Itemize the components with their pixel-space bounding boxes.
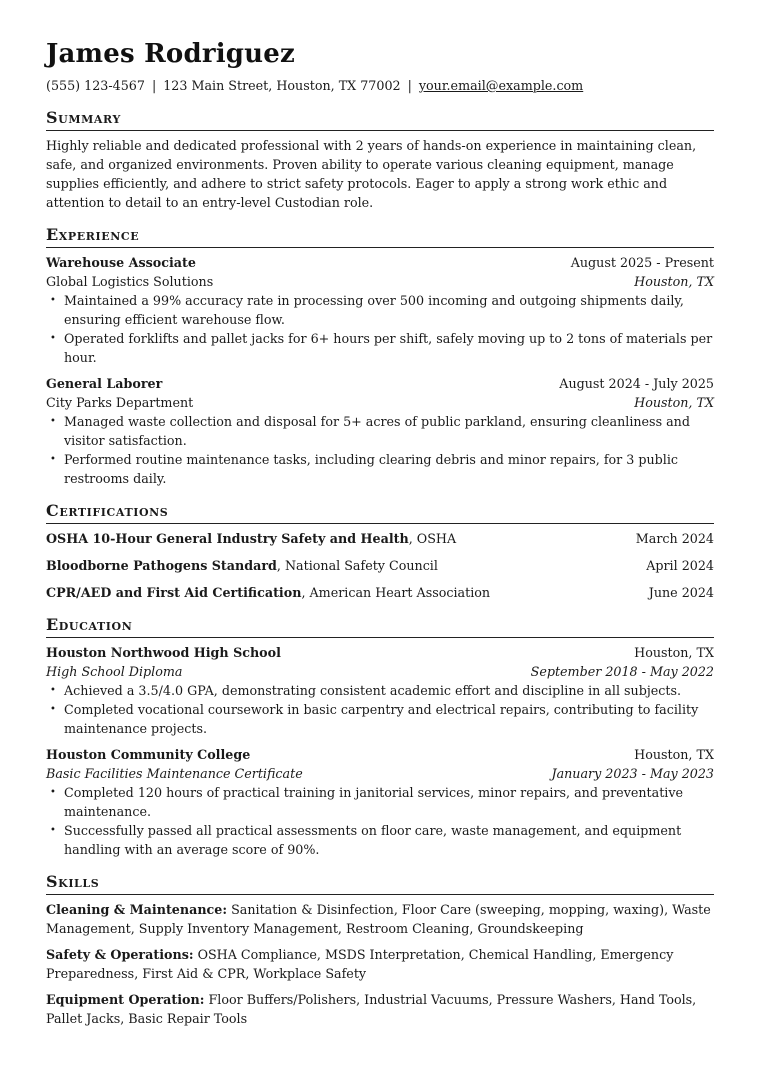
- job-entry: [46, 253, 714, 367]
- email-link[interactable]: your.email@example.com: [418, 78, 584, 93]
- education-bullets: [46, 681, 714, 738]
- skill-group: [46, 945, 714, 983]
- certification-row: [46, 583, 714, 602]
- certification-row: [46, 529, 714, 548]
- certification-name: CPR/AED and First Aid Certification: [46, 585, 302, 600]
- job-bullets: [46, 291, 714, 367]
- skill-group-label: Cleaning & Maintenance:: [46, 902, 228, 917]
- section-title-summary: Summary: [46, 108, 714, 131]
- bullet-item: • Performed routine maintenance tasks, including clearing debris and minor repairs, for 3 public restrooms daily.: [64, 450, 714, 488]
- certification-name: Bloodborne Pathogens Standard: [46, 558, 277, 573]
- job-entry: [46, 374, 714, 488]
- certification-issuer: , OSHA: [408, 531, 457, 546]
- certifications-section: [46, 501, 714, 602]
- certification-issuer: , National Safety Council: [276, 558, 438, 573]
- certification-row: [46, 556, 714, 575]
- job-organization: City Parks Department: [46, 395, 194, 410]
- education-dates: January 2023 - May 2023: [551, 766, 714, 781]
- skills-section: [46, 872, 714, 1028]
- skill-group-label: Safety & Operations:: [46, 947, 194, 962]
- skill-group-text: Floor Buffers/Polishers, Industrial Vacuums, Pressure Washers, Hand Tools, Pallet Jacks, Basic Repair Tools: [46, 992, 697, 1026]
- education-entry: [46, 745, 714, 859]
- skill-group: [46, 900, 714, 938]
- job-role: General Laborer: [46, 376, 163, 391]
- degree-name: Basic Facilities Maintenance Certificate: [46, 766, 303, 781]
- section-title-certifications: Certifications: [46, 501, 714, 524]
- phone-number: (555) 123-4567: [46, 78, 145, 93]
- job-location: Houston, TX: [634, 395, 714, 410]
- address: 123 Main Street, Houston, TX 77002: [163, 78, 401, 93]
- experience-section: [46, 225, 714, 488]
- education-section: [46, 615, 714, 859]
- school-location: Houston, TX: [634, 747, 714, 762]
- contact-separator: |: [151, 78, 157, 93]
- job-bullets: [46, 412, 714, 488]
- summary-section: [46, 108, 714, 212]
- section-title-experience: Experience: [46, 225, 714, 248]
- bullet-item: • Managed waste collection and disposal for 5+ acres of public parkland, ensuring cleanliness and visitor satisfaction.: [64, 412, 714, 450]
- section-title-skills: Skills: [46, 872, 714, 895]
- school-name: Houston Northwood High School: [46, 645, 281, 660]
- summary-text: Highly reliable and dedicated professional with 2 years of hands-on experience in maintaining clean, safe, and organized environments. Proven ability to operate various cleaning equipment, manage supplies efficiently, and adhere to strict safety protocols. Eager to apply a strong work ethic and attention to detail to an entry-level Custodian role.: [46, 138, 697, 210]
- contact-separator: |: [407, 78, 412, 93]
- school-location: Houston, TX: [634, 645, 714, 660]
- skill-group-label: Equipment Operation:: [46, 992, 205, 1007]
- certification-date: June 2024: [648, 585, 714, 600]
- bullet-item: • Operated forklifts and pallet jacks for 6+ hours per shift, safely moving up to 2 tons of materials per hour.: [64, 329, 714, 367]
- section-title-education: Education: [46, 615, 714, 638]
- skill-group-text: Sanitation & Disinfection, Floor Care (sweeping, mopping, waxing), Waste Management, Supply Inventory Management, Restroom Cleaning, Groundskeeping: [46, 902, 711, 936]
- job-dates: August 2025 - Present: [570, 255, 714, 270]
- bullet-item: • Completed 120 hours of practical training in janitorial services, minor repairs, and preventative maintenance.: [64, 783, 714, 821]
- skill-group: [46, 990, 714, 1028]
- job-location: Houston, TX: [634, 274, 714, 289]
- bullet-item: • Achieved a 3.5/4.0 GPA, demonstrating consistent academic effort and discipline in all subjects.: [64, 681, 714, 700]
- job-role: Warehouse Associate: [46, 255, 196, 270]
- certification-date: March 2024: [635, 531, 714, 546]
- certification-date: April 2024: [646, 558, 714, 573]
- degree-name: High School Diploma: [46, 664, 183, 679]
- school-name: Houston Community College: [46, 747, 251, 762]
- bullet-item: • Completed vocational coursework in basic carpentry and electrical repairs, contributing to facility maintenance projects.: [64, 700, 714, 738]
- certification-issuer: , American Heart Association: [301, 585, 491, 600]
- education-bullets: [46, 783, 714, 859]
- skill-group-text: OSHA Compliance, MSDS Interpretation, Chemical Handling, Emergency Preparedness, First Aid & CPR, Workplace Safety: [46, 947, 674, 981]
- bullet-item: • Maintained a 99% accuracy rate in processing over 500 incoming and outgoing shipments daily, ensuring efficient warehouse flow.: [64, 291, 714, 329]
- job-dates: August 2024 - July 2025: [559, 376, 714, 391]
- bullet-item: • Successfully passed all practical assessments on floor care, waste management, and equipment handling with an average score of 90%.: [64, 821, 714, 859]
- candidate-name: James Rodriguez: [46, 39, 295, 69]
- education-dates: September 2018 - May 2022: [530, 664, 714, 679]
- contact-line: [46, 77, 714, 95]
- certification-name: OSHA 10-Hour General Industry Safety and Health: [46, 531, 409, 546]
- education-entry: [46, 643, 714, 738]
- job-organization: Global Logistics Solutions: [46, 274, 214, 289]
